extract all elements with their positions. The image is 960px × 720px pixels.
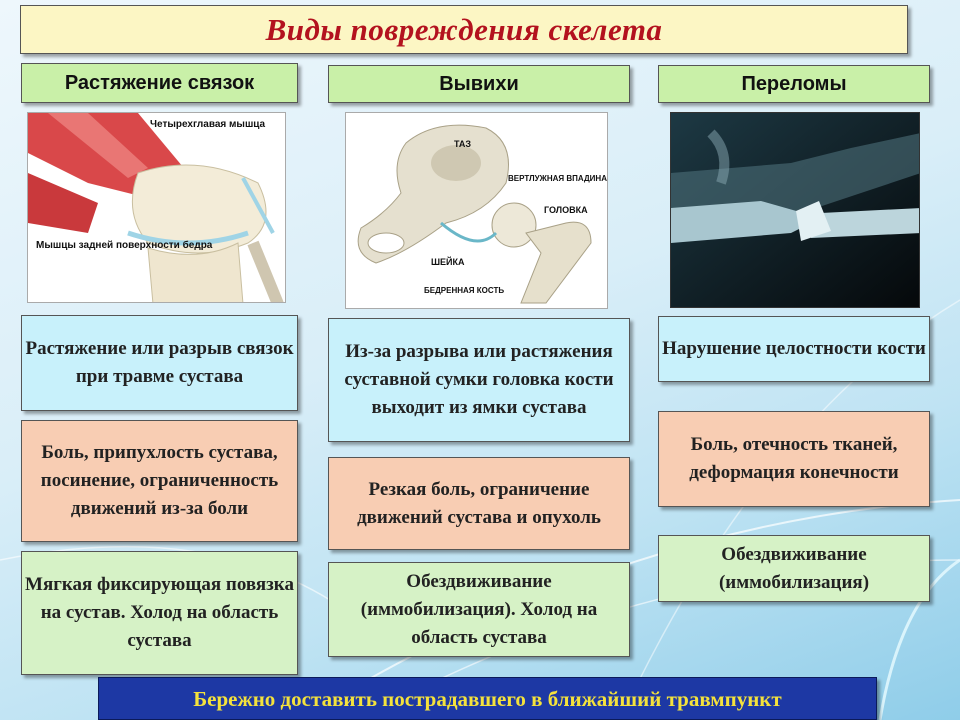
- fracture-description: Нарушение целостности кости: [658, 316, 930, 382]
- fracture-first-aid: Обездвиживание (иммобилизация): [658, 535, 930, 602]
- sprain-first-aid: Мягкая фиксирующая повязка на сустав. Холод на область сустава: [21, 551, 298, 675]
- hip-joint-illustration: [345, 112, 608, 309]
- hip-label-acetabulum: ВЕРТЛУЖНАЯ ВПАДИНА: [508, 174, 607, 183]
- header-fracture: Переломы: [658, 65, 930, 103]
- dislocation-symptoms: Резкая боль, ограничение движений сустава и опухоль: [328, 457, 630, 550]
- hip-label-neck: ШЕЙКА: [431, 257, 465, 267]
- footer-banner: Бережно доставить пострадавшего в ближайший травмпункт: [98, 677, 877, 720]
- dislocation-first-aid: Обездвиживание (иммобилизация). Холод на область сустава: [328, 562, 630, 657]
- hip-label-head: ГОЛОВКА: [544, 205, 588, 215]
- fracture-xray-image: [670, 112, 920, 308]
- hip-label-pelvis: ТАЗ: [454, 139, 472, 149]
- knee-label-hamstrings: Мышцы задней поверхности бедра: [36, 240, 213, 251]
- knee-ligament-illustration: [27, 112, 286, 303]
- dislocation-description: Из-за разрыва или растяжения суставной сумки головка кости выходит из ямки сустава: [328, 318, 630, 442]
- sprain-description: Растяжение или разрыв связок при травме сустава: [21, 315, 298, 411]
- hip-label-femur: БЕДРЕННАЯ КОСТЬ: [424, 286, 505, 295]
- knee-label-quadriceps: Четырехглавая мышца: [150, 119, 266, 130]
- fracture-symptoms: Боль, отечность тканей, деформация конечности: [658, 411, 930, 507]
- page-title: Виды повреждения скелета: [20, 5, 908, 54]
- header-dislocation: Вывихи: [328, 65, 630, 103]
- header-sprain: Растяжение связок: [21, 63, 298, 103]
- sprain-symptoms: Боль, припухлость сустава, посинение, ограниченность движений из-за боли: [21, 420, 298, 542]
